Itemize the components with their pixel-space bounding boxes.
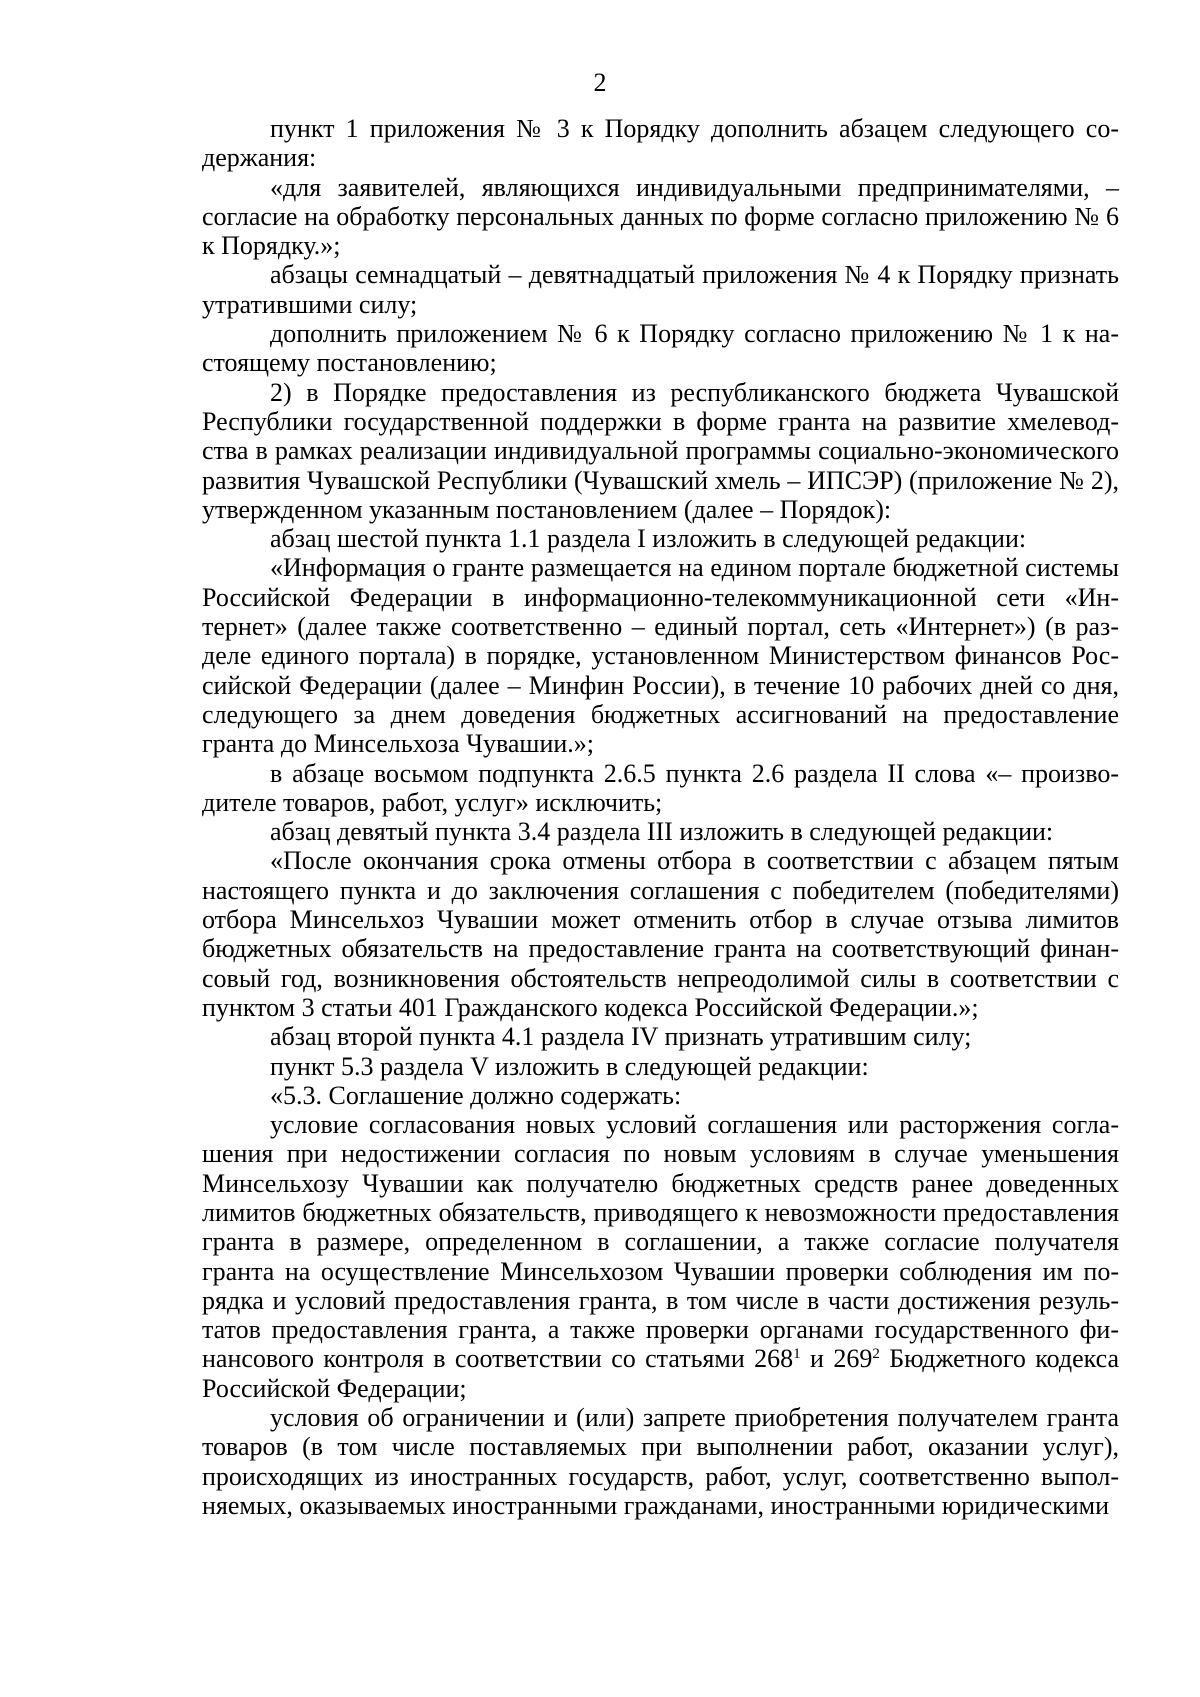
paragraph: «Информация о гранте размещается на едином портале бюджетной системы Российской Федерации в информационно-телекоммуникационной сети «Интернет» (далее также соответственно – единый портал, сеть «Интернет») (в разделе единого портала) в порядке, установленном Министерством финансов Российской Федерации (далее – Минфин России), в течение 10 рабочих дней со дня, следующего за днем доведения бюджетных ассигнований на предоставление гранта до Минсельхоза Чувашии.»; — [202, 553, 1119, 759]
paragraph: условия об ограничении и (или) запрете приобретения получателем гранта товаров (в том числе поставляемых при выполнении работ, оказании услуг), происходящих из иностранных государств, работ, услуг, соответственно выполняемых, оказываемых иностранными гражданами, иностранными юридическими — [202, 1403, 1119, 1520]
paragraph: пункт 1 приложения № 3 к Порядку дополнить абзацем следующего содержания: — [202, 114, 1119, 173]
page-number: 2 — [593, 68, 607, 97]
paragraph: абзац шестой пункта 1.1 раздела I изложить в следующей редакции: — [270, 524, 1027, 554]
paragraph: в абзаце восьмом подпункта 2.6.5 пункта 2.6 раздела II слова «– производителе товаров, работ, услуг» исключить; — [202, 758, 1119, 817]
paragraph: абзацы семнадцатый – девятнадцатый приложения № 4 к Порядку признать утратившими силу; — [202, 260, 1119, 319]
paragraph: «После окончания срока отмены отбора в соответствии с абзацем пятым настоящего пункта и до заключения соглашения с победителем (победителями) отбора Минсельхоз Чувашии может отменить отбор в случае отзыва лимитов бюджетных обязательств на предоставление гранта на соответствующий финансовый год, возникновения обстоятельств непреодолимой силы в соответствии с пунктом 3 статьи 401 Гражданского кодекса Российской Федерации.»; — [202, 846, 1119, 1022]
paragraph: 2) в Порядке предоставления из республиканского бюджета Чувашской Республики государственной поддержки в форме гранта на развитие хмелеводства в рамках реализации индивидуальной программы социально-экономического развития Чувашской Республики (Чувашский хмель – ИПСЭР) (приложение № 2), утвержденном указанным постановлением (далее – Порядок): — [202, 377, 1119, 524]
superscript: 2 — [872, 1346, 880, 1363]
paragraph: «для заявителей, являющихся индивидуальными предпринимателями, – согласие на обработку персональных данных по форме согласно приложению № 6 к Порядку.»; — [202, 172, 1119, 261]
paragraph-tail: Бюджетного кодекса Российской Федерации; — [202, 1344, 1119, 1403]
paragraph: дополнить приложением № 6 к Порядку согласно приложению № 1 к настоящему постановлению; — [202, 319, 1119, 378]
document-body — [202, 114, 1119, 1520]
paragraph: абзац второй пункта 4.1 раздела IV признать утратившим силу; — [270, 1022, 972, 1052]
paragraph-with-footnote-refs — [202, 1110, 1119, 1403]
article-number: 269 — [833, 1344, 873, 1374]
superscript: 1 — [793, 1346, 801, 1363]
article-number: 268 — [754, 1344, 794, 1374]
paragraph-text: условие согласования новых условий соглашения или расторжения соглашения при недостижении согласия по новым условиям в случае уменьшения Минсельхозу Чувашии как получателю бюджетных средств ранее доведенных лимитов бюджетных обязательств, приводящего к невозможности предоставления гранта в размере, определенном в соглашении, а также согласие получателя гранта на осуществление Минсельхозом Чувашии проверки соблюдения им порядка и условий предоставления гранта, в том числе в части достижения результатов предоставления гранта, а также проверки органами государственного финансового контроля в соответствии со статьями — [202, 1110, 1119, 1374]
paragraph: абзац девятый пункта 3.4 раздела III изложить в следующей редакции: — [270, 817, 1054, 847]
conjunction: и — [800, 1344, 834, 1374]
paragraph: «5.3. Соглашение должно содержать: — [270, 1080, 682, 1110]
paragraph: пункт 5.3 раздела V изложить в следующей редакции: — [270, 1051, 869, 1081]
